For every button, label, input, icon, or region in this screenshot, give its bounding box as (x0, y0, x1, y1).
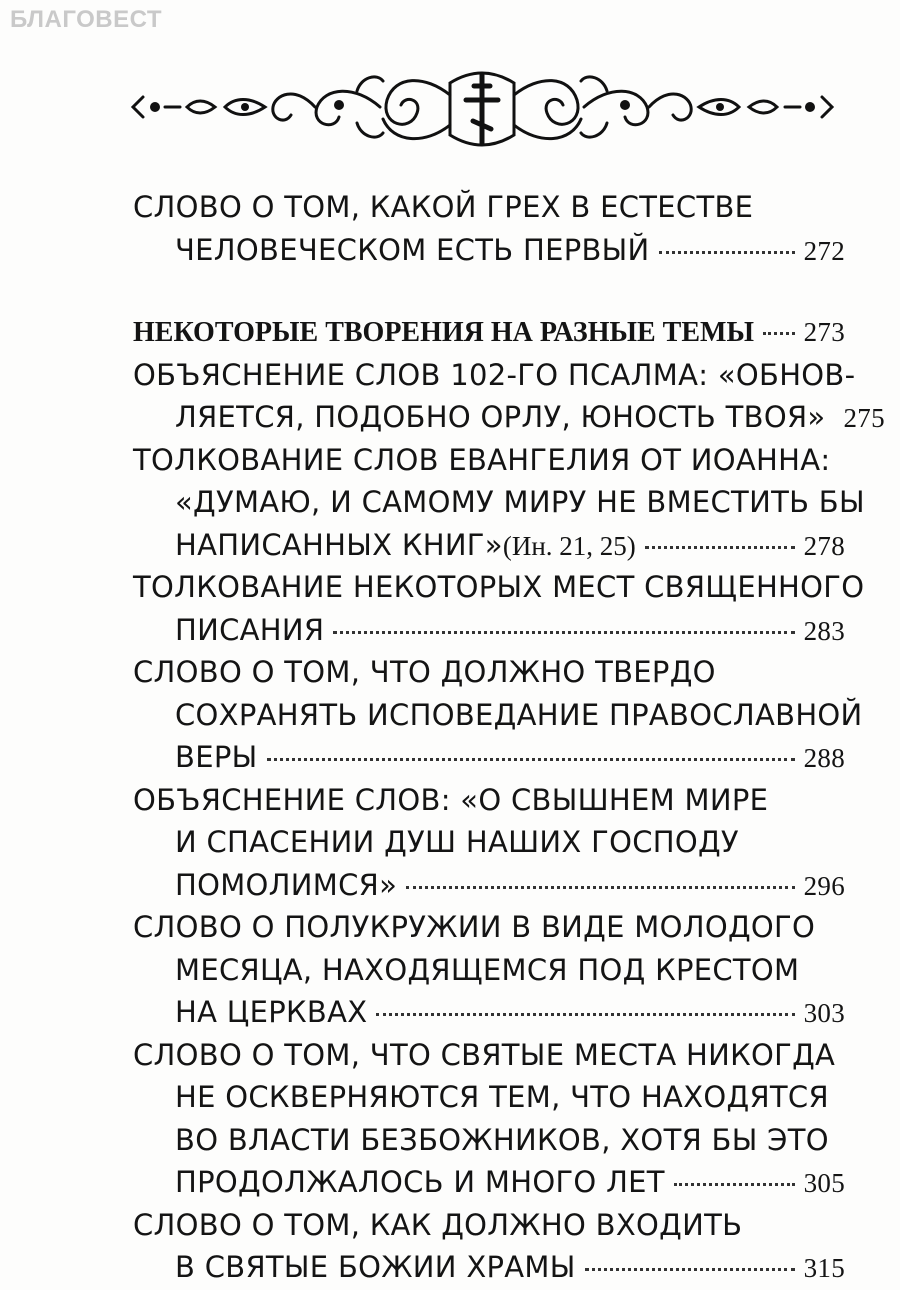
toc-entry (133, 354, 885, 439)
toc-entry (133, 566, 865, 651)
toc-line (133, 821, 845, 864)
toc-entry-title: В СВЯТЫЕ БОЖИИ ХРАМЫ (175, 1250, 576, 1284)
toc-entry-title: ПИСАНИЯ (175, 612, 325, 647)
toc-entry (133, 311, 845, 354)
toc-line (133, 906, 845, 949)
toc-entry-title: СЛОВО О ПОЛУКРУЖИИ В ВИДЕ МОЛОДОГО (133, 910, 816, 944)
page-number: 288 (803, 743, 845, 773)
toc-entry-title: НЕКОТОРЫЕ ТВОРЕНИЯ НА РАЗНЫЕ ТЕМЫ (133, 317, 754, 348)
toc-line (133, 609, 845, 652)
toc-entry (133, 906, 845, 1034)
toc-entry-title: СЛОВО О ТОМ, ЧТО ДОЛЖНО ТВЕРДО (133, 655, 716, 689)
dot-leader (674, 1183, 795, 1186)
toc-line (133, 396, 885, 439)
toc-line (133, 949, 845, 992)
toc-entry (133, 651, 863, 779)
toc-line (133, 566, 865, 609)
toc-entry-title: ПРОДОЛЖАЛОСЬ И МНОГО ЛЕТ (175, 1165, 665, 1199)
toc-line (133, 229, 845, 272)
table-of-contents (133, 186, 885, 1289)
page-number: 296 (803, 870, 845, 901)
toc-entry-title: СОХРАНЯТЬ ИСПОВЕДАНИЕ ПРАВОСЛАВНОЙ (175, 697, 863, 732)
ornament-header-cross-icon (125, 55, 840, 160)
toc-entry-reference: (Ин. 21, 25) (502, 530, 636, 561)
toc-entry (133, 779, 845, 907)
toc-line (133, 864, 845, 907)
toc-entry-title: ВЕРЫ (175, 740, 258, 774)
toc-line (133, 779, 845, 822)
toc-entry-title: СЛОВО О ТОМ, КАК ДОЛЖНО ВХОДИТЬ (133, 1207, 743, 1242)
toc-line (133, 311, 845, 354)
dot-leader (333, 631, 794, 634)
toc-entry-title: ОБЪЯСНЕНИЕ СЛОВ 102-ГО ПСАЛМА: «ОБНОВ- (133, 357, 856, 392)
toc-entry-title: СЛОВО О ТОМ, ЧТО СВЯТЫЕ МЕСТА НИКОГДА (133, 1037, 836, 1072)
toc-line (133, 524, 845, 567)
page-number: 272 (803, 235, 845, 266)
toc-entry-title: ВО ВЛАСТИ БЕЗБОЖНИКОВ, ХОТЯ БЫ ЭТО (175, 1122, 829, 1157)
toc-line (133, 1161, 845, 1204)
dot-leader (376, 1013, 794, 1016)
dot-leader (406, 886, 794, 889)
toc-line (133, 1076, 845, 1119)
toc-entry-title: ОБЪЯСНЕНИЕ СЛОВ: «О СВЫШНЕМ МИРЕ (133, 782, 769, 817)
toc-entry-title: НЕ ОСКВЕРНЯЮТСЯ ТЕМ, ЧТО НАХОДЯТСЯ (175, 1080, 829, 1114)
toc-line (133, 1034, 845, 1077)
page-number: 283 (803, 615, 845, 646)
toc-entry-title: ТОЛКОВАНИЕ СЛОВ ЕВАНГЕЛИЯ ОТ ИОАННА: (133, 442, 831, 477)
toc-line (133, 694, 863, 737)
toc-line (133, 736, 845, 779)
page-number: 278 (803, 530, 845, 561)
toc-entry-title: МЕСЯЦА, НАХОДЯЩЕМСЯ ПОД КРЕСТОМ (175, 952, 800, 987)
toc-entry (133, 439, 865, 567)
page-number: 315 (803, 1253, 845, 1283)
watermark: БЛАГОВЕСТ (10, 6, 163, 33)
toc-entry-title: И СПАСЕНИИ ДУШ НАШИХ ГОСПОДУ (175, 825, 739, 859)
toc-entry-title: ТОЛКОВАНИЕ НЕКОТОРЫХ МЕСТ СВЯЩЕННОГО (133, 570, 865, 604)
toc-line (133, 1204, 845, 1247)
dot-leader (585, 1268, 795, 1271)
toc-line (133, 1246, 845, 1289)
page-number: 305 (803, 1168, 845, 1198)
toc-entry-title: НАПИСАННЫХ КНИГ» (175, 527, 503, 562)
toc-line (133, 991, 845, 1034)
toc-entry-title: НА ЦЕРКВАХ (175, 995, 368, 1029)
dot-leader (763, 332, 795, 335)
toc-entry-title: «ДУМАЮ, И САМОМУ МИРУ НЕ ВМЕСТИТЬ БЫ (175, 485, 865, 519)
toc-entry-title: ЛЯЕТСЯ, ПОДОБНО ОРЛУ, ЮНОСТЬ ТВОЯ» (175, 400, 826, 434)
toc-line (133, 354, 856, 397)
toc-line (133, 481, 865, 524)
dot-leader (645, 546, 795, 549)
toc-entry (133, 1034, 845, 1204)
toc-line (133, 1119, 845, 1162)
toc-entry (133, 186, 845, 271)
toc-line (133, 439, 845, 482)
page-number: 275 (843, 403, 885, 433)
toc-entry (133, 1204, 845, 1289)
toc-entry-title: СЛОВО О ТОМ, КАКОЙ ГРЕХ В ЕСТЕСТВЕ (133, 190, 754, 224)
dot-leader (267, 758, 795, 761)
toc-line (133, 186, 845, 229)
toc-entry-title: ПОМОЛИМСЯ» (175, 867, 398, 902)
dot-leader (659, 251, 795, 254)
toc-entry-title: ЧЕЛОВЕЧЕСКОМ ЕСТЬ ПЕРВЫЙ (175, 232, 650, 267)
toc-line (133, 651, 845, 694)
page-number: 273 (803, 317, 845, 347)
page-number: 303 (803, 998, 845, 1028)
